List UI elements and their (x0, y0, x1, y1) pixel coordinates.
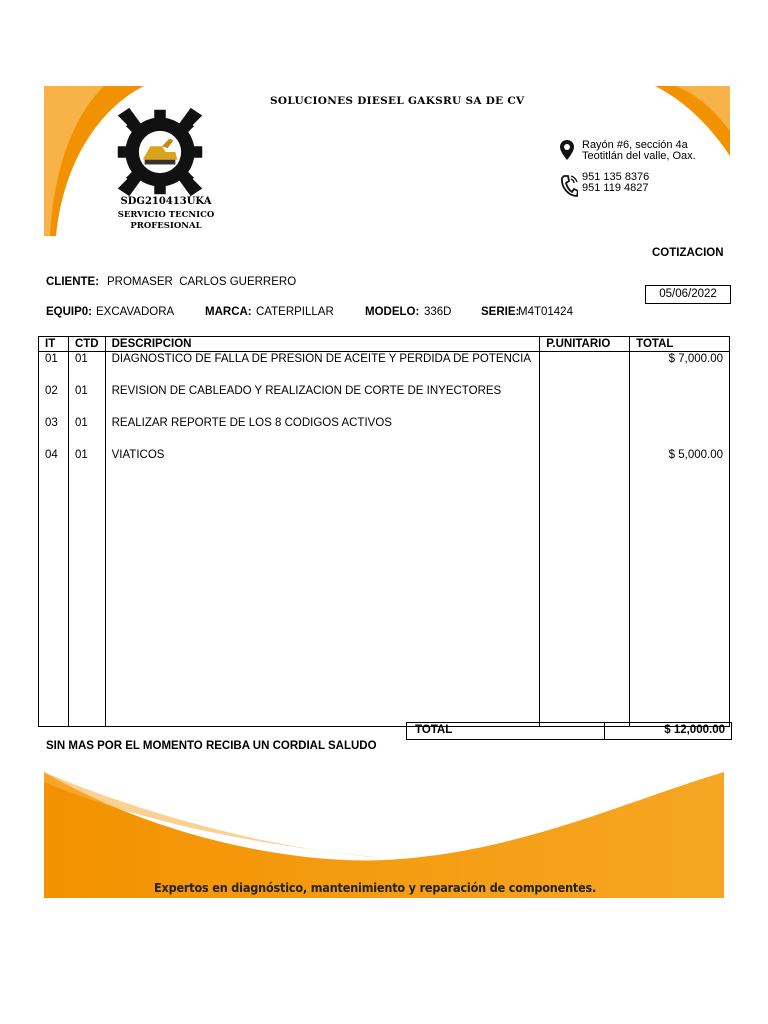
header-total: TOTAL (630, 337, 730, 352)
filler-cell (630, 480, 730, 727)
cell-unitario (540, 416, 630, 448)
company-tagline (108, 210, 224, 232)
header-ctd: CTD (68, 337, 105, 352)
serie-value: M4T01424 (518, 306, 573, 318)
document-title: COTIZACION (652, 247, 724, 259)
filler-cell (68, 480, 105, 727)
cell-it: 03 (39, 416, 69, 448)
address-line-1: Rayón #6, sección 4a (582, 139, 688, 151)
grand-total-label: TOTAL (415, 724, 453, 736)
cell-it: 02 (39, 384, 69, 416)
marca-label: MARCA: (205, 306, 252, 318)
modelo-value: 336D (424, 306, 452, 318)
client-label: CLIENTE: (46, 276, 100, 288)
address (582, 140, 696, 162)
table-header-row (39, 337, 730, 352)
header-it: IT (39, 337, 69, 352)
items-table (38, 336, 730, 727)
cell-total (630, 384, 730, 416)
client-value: PROMASER CARLOS GUERRERO (107, 276, 297, 288)
gear-logo-icon (112, 104, 208, 200)
cell-ctd: 01 (68, 352, 105, 385)
cell-it: 01 (39, 352, 69, 385)
grand-total-divider (604, 723, 605, 739)
phone-icon (560, 174, 578, 198)
phone-2: 951 119 4827 (582, 182, 649, 194)
table-row (39, 384, 730, 416)
table-row (39, 448, 730, 480)
cell-total: $ 7,000.00 (630, 352, 730, 385)
cell-unitario (540, 448, 630, 480)
table-filler-row (39, 480, 730, 727)
cell-unitario (540, 352, 630, 385)
cell-descripcion: REALIZAR REPORTE DE LOS 8 CODIGOS ACTIVOS (105, 416, 540, 448)
table-row (39, 352, 730, 385)
equipo-value: EXCAVADORA (96, 306, 175, 318)
closing-greeting: SIN MAS POR EL MOMENTO RECIBA UN CORDIAL SALUDO (46, 740, 377, 752)
marca-value: CATERPILLAR (256, 306, 334, 318)
serie-label: SERIE: (481, 306, 520, 318)
cell-unitario (540, 384, 630, 416)
document-date: 05/06/2022 (645, 285, 731, 304)
filler-cell (540, 480, 630, 727)
filler-cell (105, 480, 540, 727)
cell-ctd: 01 (68, 416, 105, 448)
cell-ctd: 01 (68, 448, 105, 480)
equipo-label: EQUIP0: (46, 306, 93, 318)
grand-total-value: $ 12,000.00 (664, 724, 725, 736)
cell-ctd: 01 (68, 384, 105, 416)
tagline-line-2: PROFESIONAL (130, 221, 202, 231)
phone-numbers (582, 172, 649, 194)
cell-total: $ 5,000.00 (630, 448, 730, 480)
modelo-label: MODELO: (365, 306, 420, 318)
cell-descripcion: DIAGNOSTICO DE FALLA DE PRESION DE ACEITE Y PERDIDA DE POTENCIA (105, 352, 540, 385)
cell-descripcion: VIATICOS (105, 448, 540, 480)
grand-total-box (406, 722, 732, 740)
company-rfc: SDG210413UKA (120, 196, 212, 207)
phone-1: 951 135 8376 (582, 171, 650, 183)
header-descripcion: DESCRIPCION (105, 337, 540, 352)
filler-cell (39, 480, 69, 727)
location-pin-icon (560, 140, 574, 160)
cell-total (630, 416, 730, 448)
address-line-2: Teotitlán del valle, Oax. (582, 150, 696, 162)
header-p-unitario: P.UNITARIO (540, 337, 630, 352)
company-name: SOLUCIONES DIESEL GAKSRU SA DE CV (270, 95, 525, 107)
cell-it: 04 (39, 448, 69, 480)
table-row (39, 416, 730, 448)
cell-descripcion: REVISION DE CABLEADO Y REALIZACION DE CORTE DE INYECTORES (105, 384, 540, 416)
footer-slogan: Expertos en diagnóstico, mantenimiento y reparación de componentes. (154, 880, 597, 895)
tagline-line-1: SERVICIO TECNICO (117, 210, 215, 220)
